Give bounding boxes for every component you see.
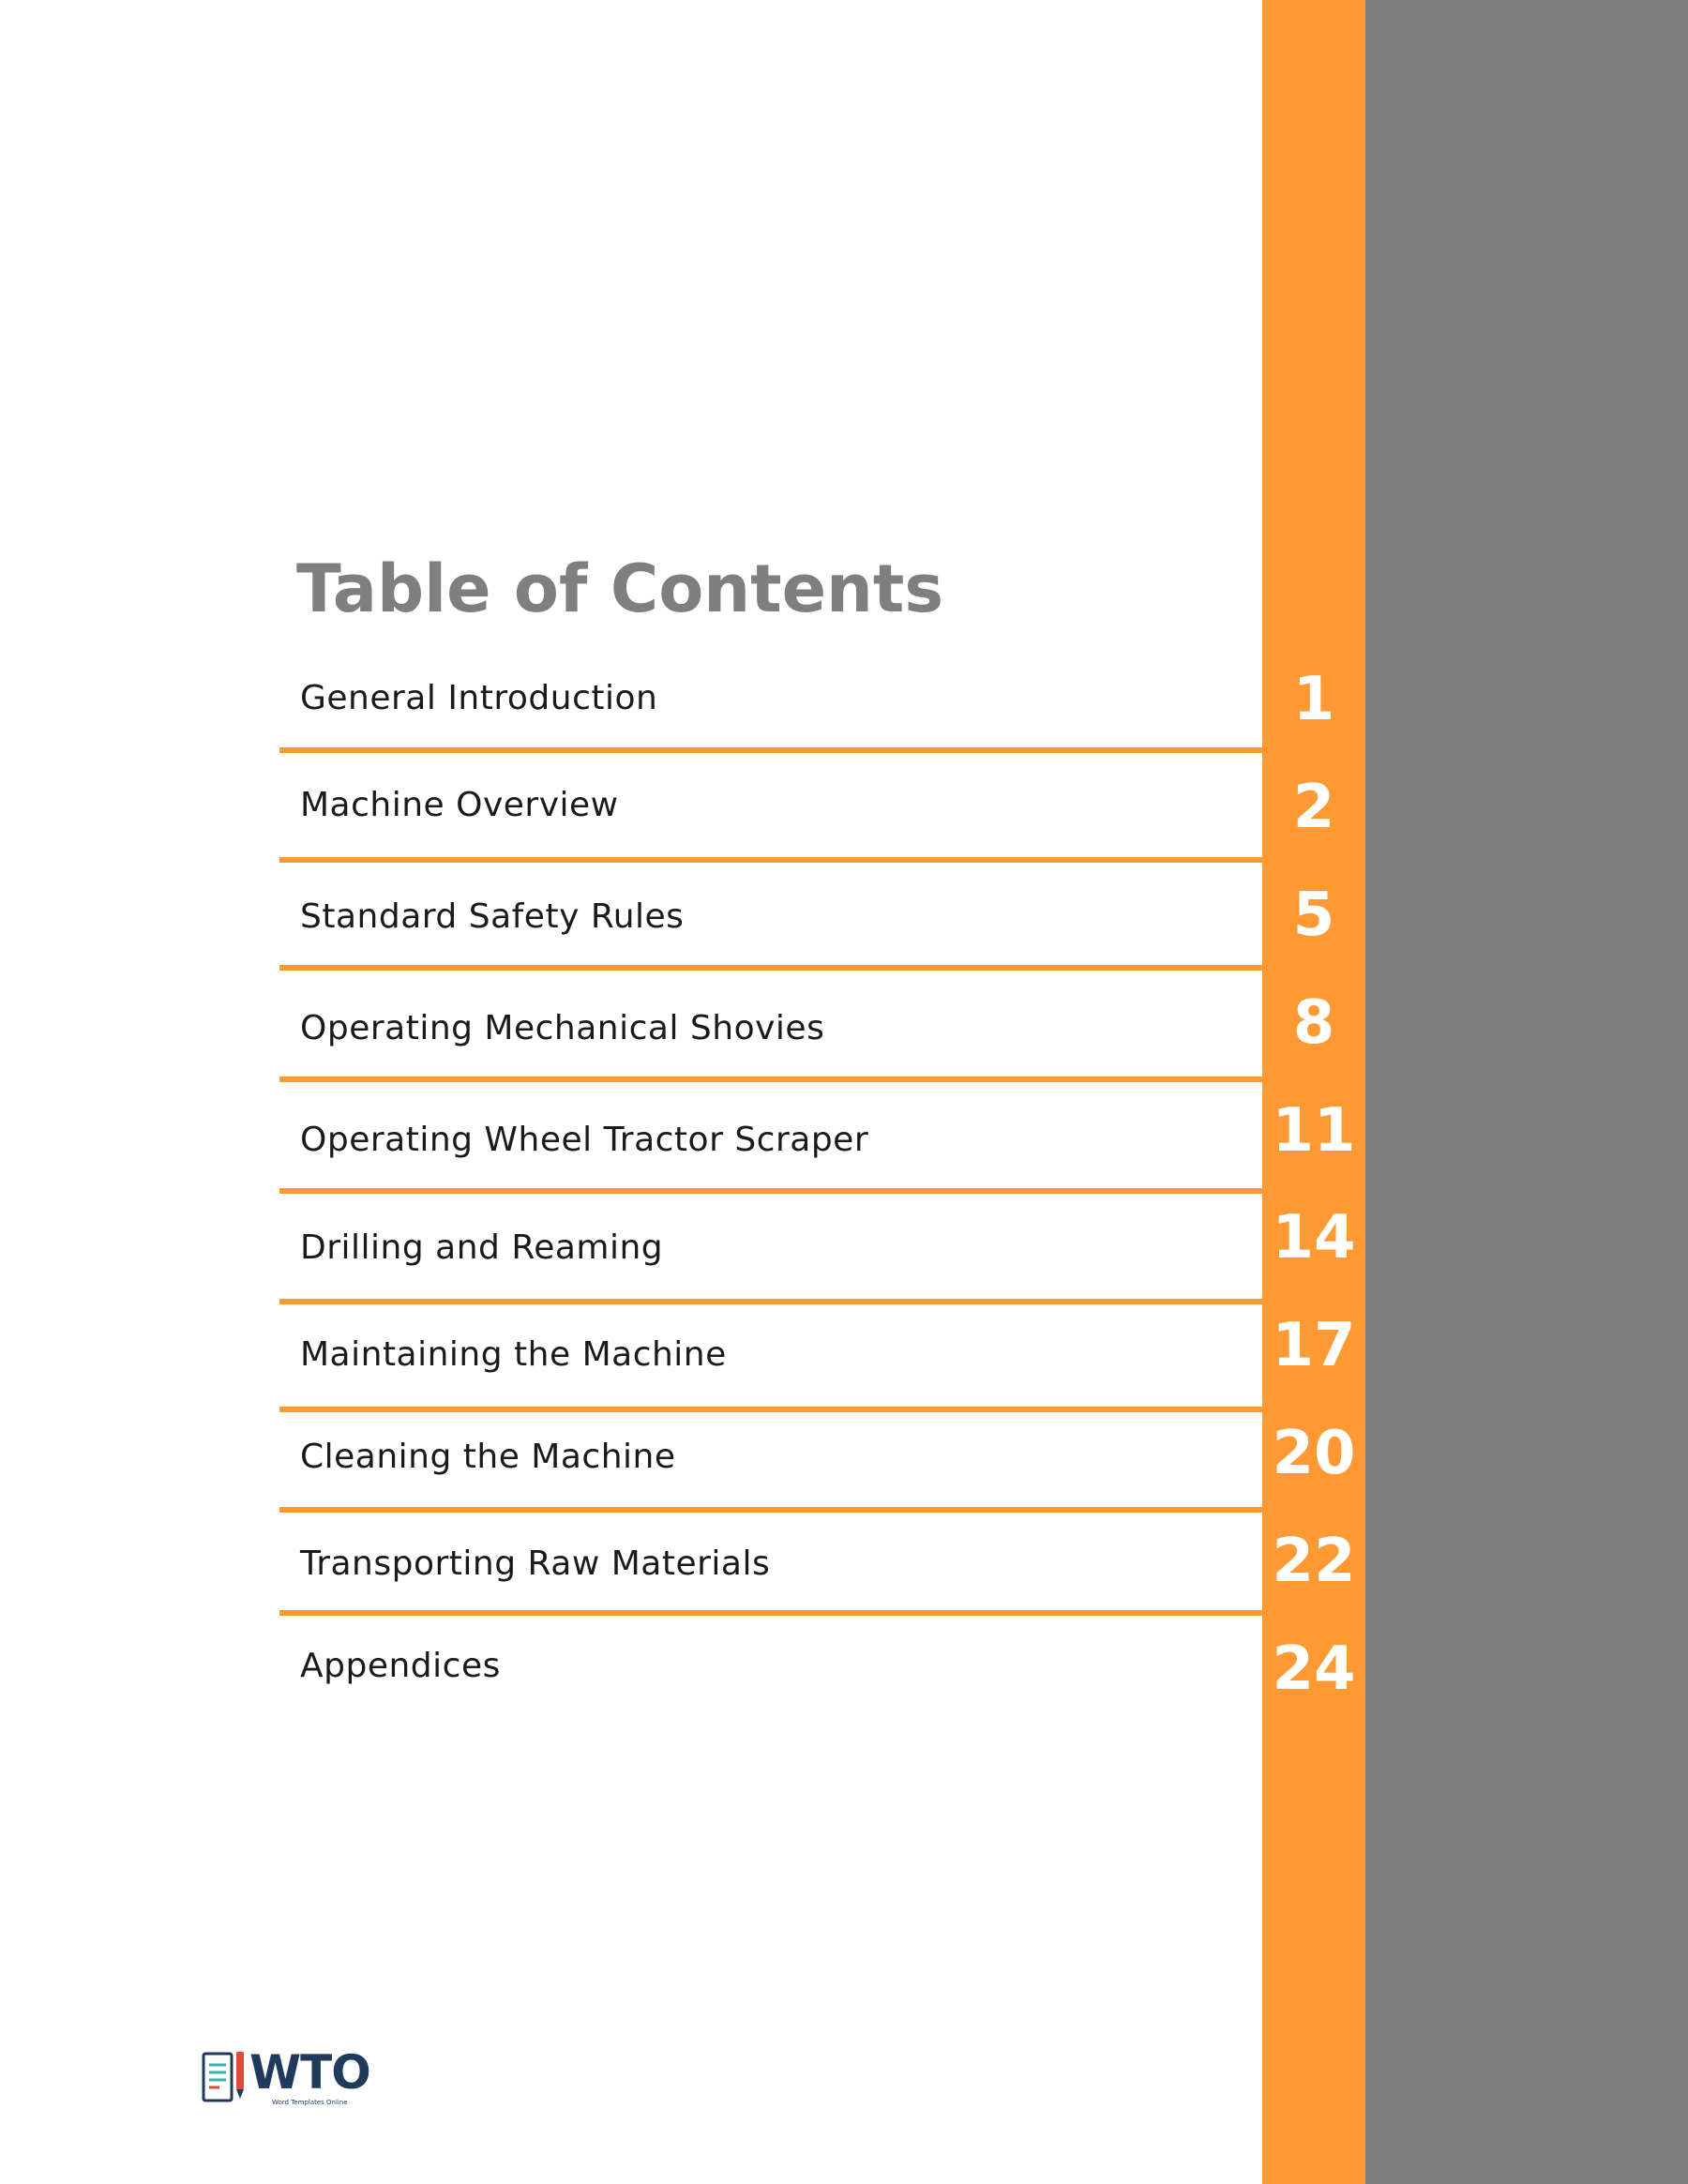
toc-divider (279, 1407, 1262, 1412)
toc-item-label[interactable]: Machine Overview (300, 786, 619, 824)
toc-item-label[interactable]: Drilling and Reaming (300, 1228, 664, 1267)
toc-item-page[interactable]: 22 (1272, 1527, 1356, 1596)
toc-item-page[interactable]: 11 (1272, 1096, 1356, 1166)
toc-item-label[interactable]: Cleaning the Machine (300, 1438, 676, 1476)
wto-logo (201, 2046, 388, 2112)
toc-item-label[interactable]: Standard Safety Rules (300, 897, 685, 936)
page-title: Table of Contents (296, 550, 944, 627)
toc-item-label[interactable]: Operating Wheel Tractor Scraper (300, 1121, 869, 1159)
document-pen-icon (201, 2048, 248, 2106)
toc-divider (279, 1077, 1262, 1082)
toc-item-label[interactable]: General Introduction (300, 679, 658, 717)
toc-divider (279, 1188, 1262, 1194)
toc-divider (279, 965, 1262, 971)
toc-divider (279, 1299, 1262, 1304)
toc-item-page[interactable]: 8 (1292, 988, 1335, 1058)
toc-item-page[interactable]: 2 (1292, 773, 1335, 842)
toc-divider (279, 747, 1262, 753)
toc-item-page[interactable]: 1 (1292, 665, 1335, 734)
toc-item-label[interactable]: Appendices (300, 1647, 501, 1685)
toc-item-label[interactable]: Transporting Raw Materials (300, 1544, 771, 1583)
toc-divider (279, 1610, 1262, 1616)
logo-subtitle: Word Templates Online (272, 2099, 348, 2106)
toc-item-label[interactable]: Operating Mechanical Shovies (300, 1009, 825, 1047)
toc-item-page[interactable]: 14 (1272, 1203, 1356, 1273)
toc-item-page[interactable]: 24 (1272, 1634, 1356, 1704)
toc-item-page[interactable]: 5 (1292, 881, 1335, 950)
toc-item-page[interactable]: 20 (1272, 1419, 1356, 1488)
orange-side-band (1262, 0, 1365, 2184)
toc-item-label[interactable]: Maintaining the Machine (300, 1335, 727, 1374)
toc-item-page[interactable]: 17 (1272, 1311, 1356, 1380)
gray-side-band (1365, 0, 1688, 2184)
logo-text: WTO (249, 2045, 370, 2100)
toc-divider (279, 1507, 1262, 1513)
toc-divider (279, 857, 1262, 863)
